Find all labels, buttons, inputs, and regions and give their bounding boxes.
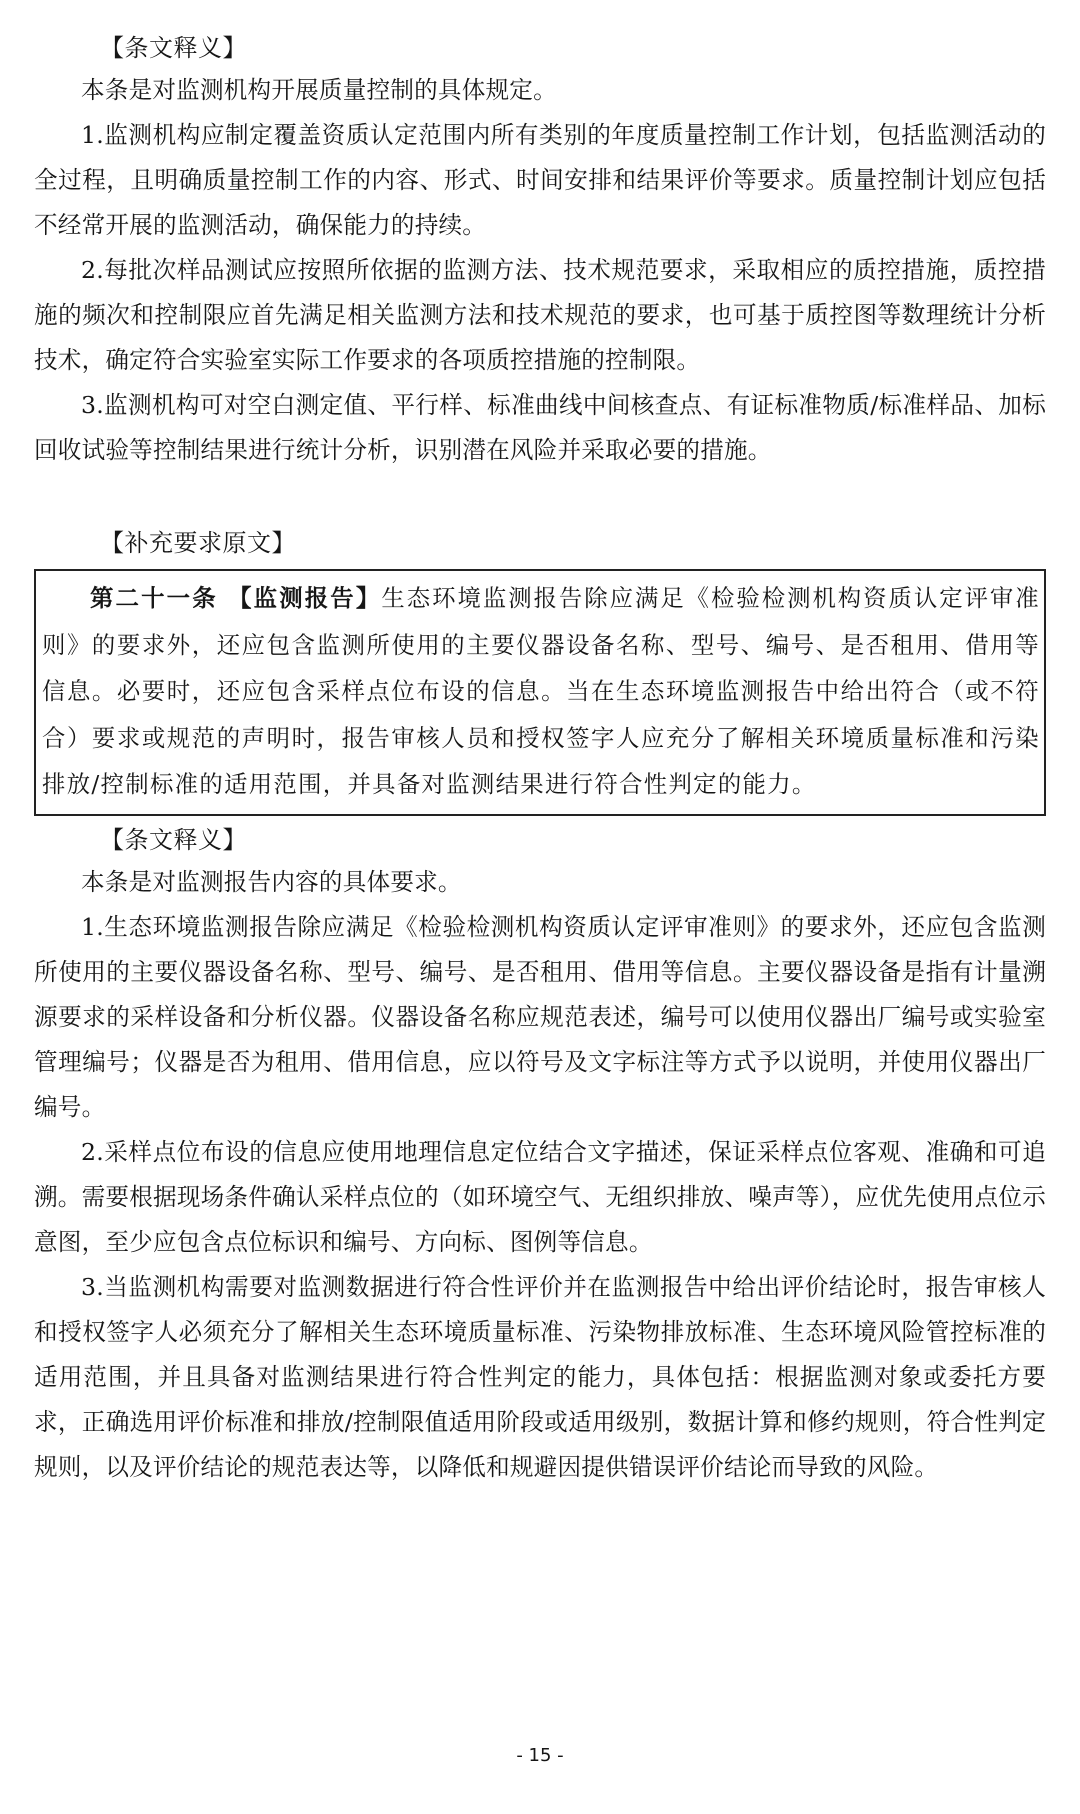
page-content — [34, 28, 1046, 1490]
page-number: - 15 - — [516, 1745, 564, 1766]
article-text — [42, 575, 1040, 808]
paragraph-item-3: 3.监测机构可对空白测定值、平行样、标准曲线中间核查点、有证标准物质/标准样品、加标回收试验等控制结果进行统计分析，识别潜在风险并采取必要的措施。 — [34, 391, 1046, 464]
paragraph-item-1: 1.监测机构应制定覆盖资质认定范围内所有类别的年度质量控制工作计划，包括监测活动的全过程，且明确质量控制工作的内容、形式、时间安排和结果评价等要求。质量控制计划应包括不经常开展的监测活动，确保能力的持续。 — [34, 121, 1046, 239]
section-heading-interpretation-1: 【条文释义】 — [100, 34, 247, 62]
section-heading-interpretation-2: 【条文释义】 — [100, 825, 247, 854]
paragraph-item-5: 2.采样点位布设的信息应使用地理信息定位结合文字描述，保证采样点位客观、准确和可追溯。需要根据现场条件确认采样点位的（如环境空气、无组织排放、噪声等），应优先使用点位示意图，至少应包含点位标识和编号、方向标、图例等信息。 — [34, 1137, 1046, 1256]
paragraph-item-6: 3.当监测机构需要对监测数据进行符合性评价并在监测报告中给出评价结论时，报告审核人和授权签字人必须充分了解相关生态环境质量标准、污染物排放标准、生态环境风险管控标准的适用范围，并且具备对监测结果进行符合性判定的能力，具体包括：根据监测对象或委托方要求，正确选用评价标准和排放/控制限值适用阶段或适用级别，数据计算和修约规则，符合性判定规则，以及评价结论的规范表达等，以降低和规避因提供错误评价结论而导致的风险。 — [34, 1272, 1046, 1481]
section-spacer — [34, 473, 1046, 523]
paragraph-item-4: 1.生态环境监测报告除应满足《检验检测机构资质认定评审准则》的要求外，还应包含监测所使用的主要仪器设备名称、型号、编号、是否租用、借用等信息。主要仪器设备是指有计量溯源要求的采样设备和分析仪器。仪器设备名称应规范表述，编号可以使用仪器出厂编号或实验室管理编号；仪器是否为租用、借用信息，应以符号及文字标注等方式予以说明，并使用仪器出厂编号。 — [34, 912, 1046, 1121]
section-intro-1: 本条是对监测机构开展质量控制的具体规定。 — [81, 76, 557, 104]
section-intro-2: 本条是对监测报告内容的具体要求。 — [81, 867, 462, 896]
article-body: 生态环境监测报告除应满足《检验检测机构资质认定评审准则》的要求外，还应包含监测所使用的主要仪器设备名称、型号、编号、是否租用、借用等信息。必要时，还应包含采样点位布设的信息。当在生态环境监测报告中给出符合（或不符合）要求或规范的声明时，报告审核人员和授权签字人应充分了解相关环境质量标准和污染排放/控制标准的适用范围，并具备对监测结果进行符合性判定的能力。 — [42, 584, 1040, 798]
article-title: 第二十一条 【监测报告】 — [90, 584, 382, 612]
section-heading-supplement: 【补充要求原文】 — [100, 529, 296, 557]
article-box — [34, 569, 1046, 816]
paragraph-item-2: 2.每批次样品测试应按照所依据的监测方法、技术规范要求，采取相应的质控措施，质控措施的频次和控制限应首先满足相关监测方法和技术规范的要求，也可基于质控图等数理统计分析技术，确定符合实验室实际工作要求的各项质控措施的控制限。 — [34, 256, 1046, 374]
